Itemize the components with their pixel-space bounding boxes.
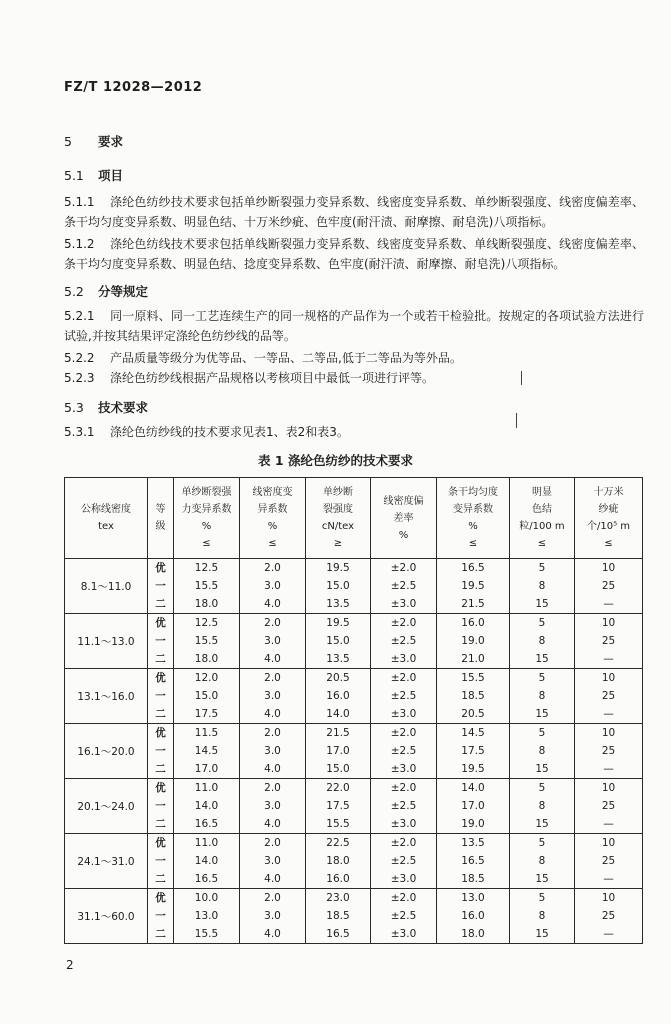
value-cell-c8 (510, 724, 575, 779)
value-cell-c3 (174, 834, 240, 889)
table-row (65, 724, 643, 779)
cell-value: ±3.0 (390, 708, 417, 720)
cell-value: — (603, 873, 614, 885)
cell-value: ±3.0 (390, 763, 417, 775)
grade-cell (148, 724, 174, 779)
cell-value: 2.0 (264, 837, 281, 849)
value-cell-c7 (437, 834, 510, 889)
cell-value: ±2.0 (390, 727, 417, 739)
grade-label: 一 (155, 580, 166, 592)
cell-value: 20.5 (461, 708, 485, 720)
value-cell-c9 (575, 834, 643, 889)
value-cell-c9 (575, 779, 643, 834)
cell-value: 15.5 (194, 928, 219, 940)
cell-value: 15 (535, 708, 549, 720)
standard-code: FZ/T 12028—2012 (64, 80, 203, 95)
cell-value: 18.0 (326, 855, 350, 867)
cell-value: 12.5 (194, 562, 219, 574)
value-cell-c9 (575, 724, 643, 779)
value-cell-c8 (510, 559, 575, 614)
cell-value: 18.0 (461, 928, 485, 940)
cell-value: 5 (538, 837, 546, 849)
cell-value: 15 (535, 928, 549, 940)
cell-value: ±2.5 (390, 635, 417, 647)
cell-value: 4.0 (264, 708, 281, 720)
cell-value: 15.0 (326, 580, 350, 592)
cell-value: 18.0 (194, 598, 219, 610)
cell-value: 2.0 (264, 672, 281, 684)
grade-label: 二 (155, 708, 166, 720)
value-cell-c3 (174, 669, 240, 724)
cell-value: 5 (538, 562, 546, 574)
grade-label: 一 (155, 635, 166, 647)
cell-value: 15.5 (461, 672, 485, 684)
value-cell-c7 (437, 669, 510, 724)
cell-value: 18.5 (461, 873, 485, 885)
cell-value: 14.0 (326, 708, 350, 720)
table-row (65, 669, 643, 724)
cell-value: ±2.5 (390, 800, 417, 812)
scan-mark (521, 371, 522, 385)
section-5-1-heading (64, 166, 123, 184)
value-cell-c8 (510, 779, 575, 834)
paragraph-text: 涤纶色纺纱技术要求包括单纱断裂强力变异系数、线密度变异系数、单纱断裂强度、线密度偏差率、条干均匀度变异系数、明显色结、十万米纱疵、色牢度(耐汗渍、耐摩擦、耐皂洗)八项指标。 (64, 195, 644, 229)
cell-value: 2.0 (264, 617, 281, 629)
cell-value: ±3.0 (390, 598, 417, 610)
cell-value: 10 (601, 782, 616, 794)
cell-value: 8 (538, 910, 546, 922)
section-number: 5 (64, 134, 72, 149)
cell-value: 18.0 (194, 653, 219, 665)
cell-value: 25 (601, 855, 616, 867)
cell-value: 18.5 (326, 910, 350, 922)
cell-value: 10 (601, 562, 616, 574)
cell-value: ±3.0 (390, 928, 417, 940)
cell-value: 10 (601, 892, 616, 904)
table-row (65, 889, 643, 944)
value-cell-c6 (371, 669, 437, 724)
section-5-2-heading (64, 282, 148, 300)
paragraph-text: 涤纶色纺纱线的技术要求见表1、表2和表3。 (110, 425, 349, 439)
cell-value: 17.0 (461, 800, 485, 812)
value-cell-c4 (240, 614, 306, 669)
grade-label: 一 (155, 855, 166, 867)
value-cell-c5 (306, 889, 371, 944)
cell-value: 13.5 (326, 598, 350, 610)
cell-value: 4.0 (264, 653, 281, 665)
cell-value: 3.0 (264, 855, 281, 867)
header-nominal-linear-density: 公称线密度 tex (65, 478, 148, 559)
cell-value: 21.5 (326, 727, 350, 739)
paragraph-number: 5.2.3 (64, 371, 95, 385)
value-cell-c4 (240, 724, 306, 779)
grade-cell (148, 559, 174, 614)
value-cell-c3 (174, 724, 240, 779)
cell-value: 21.5 (461, 598, 485, 610)
cell-value: 4.0 (264, 818, 281, 830)
table-row (65, 559, 643, 614)
paragraph-5-1-2 (64, 234, 644, 274)
cell-value: 8 (538, 745, 546, 757)
section-number: 5.3 (64, 400, 84, 415)
cell-value: 17.0 (194, 763, 219, 775)
paragraph-5-2-3 (64, 368, 644, 388)
grade-label: 优 (155, 837, 166, 849)
cell-value: 5 (538, 782, 546, 794)
cell-value: ±2.0 (390, 782, 417, 794)
paragraph-5-2-1 (64, 306, 644, 346)
cell-value: 5 (538, 727, 546, 739)
value-cell-c5 (306, 614, 371, 669)
header-density-deviation: 线密度偏 差率 % (371, 478, 437, 559)
grade-label: 优 (155, 562, 166, 574)
cell-value: 3.0 (264, 580, 281, 592)
paragraph-number: 5.1.1 (64, 195, 95, 209)
cell-value: 15 (535, 873, 549, 885)
value-cell-c8 (510, 834, 575, 889)
cell-value: ±2.5 (390, 690, 417, 702)
cell-value: ±2.0 (390, 892, 417, 904)
paragraph-text: 涤纶色纺线技术要求包括单线断裂强力变异系数、线密度变异系数、单线断裂强度、线密度偏差率、条干均匀度变异系数、明显色结、捻度变异系数、色牢度(耐汗渍、耐摩擦、耐皂洗)八项指标。 (64, 237, 644, 271)
cell-value: 18.5 (461, 690, 485, 702)
header-breaking-tenacity: 单纱断 裂强度 cN/tex ≥ (306, 478, 371, 559)
cell-value: 25 (601, 580, 616, 592)
value-cell-c9 (575, 889, 643, 944)
cell-value: 3.0 (264, 635, 281, 647)
cell-value: 10.0 (194, 892, 219, 904)
cell-value: 14.0 (194, 855, 219, 867)
value-cell-c4 (240, 669, 306, 724)
cell-value: 10 (601, 837, 616, 849)
value-cell-c7 (437, 724, 510, 779)
table-row (65, 614, 643, 669)
cell-value: 4.0 (264, 598, 281, 610)
cell-value: 8 (538, 800, 546, 812)
cell-value: 25 (601, 635, 616, 647)
density-range-cell: 31.1～60.0 (65, 889, 148, 944)
cell-value: 13.0 (461, 892, 485, 904)
cell-value: 15 (535, 818, 549, 830)
value-cell-c6 (371, 889, 437, 944)
cell-value: 11.5 (194, 727, 219, 739)
value-cell-c5 (306, 779, 371, 834)
header-evenness-cv: 条干均匀度 变异系数 % ≤ (437, 478, 510, 559)
cell-value: 16.5 (194, 818, 219, 830)
cell-value: ±2.0 (390, 617, 417, 629)
cell-value: 19.5 (326, 617, 350, 629)
cell-value: 19.5 (461, 580, 485, 592)
value-cell-c6 (371, 724, 437, 779)
grade-label: 二 (155, 763, 166, 775)
value-cell-c4 (240, 889, 306, 944)
density-range-cell: 16.1～20.0 (65, 724, 148, 779)
cell-value: 16.0 (461, 617, 485, 629)
header-color-knots: 明显 色结 粒/100 m ≤ (510, 478, 575, 559)
density-range-cell: 13.1～16.0 (65, 669, 148, 724)
paragraph-text: 产品质量等级分为优等品、一等品、二等品,低于二等品为等外品。 (110, 351, 462, 365)
cell-value: ±2.5 (390, 745, 417, 757)
cell-value: 16.5 (326, 928, 350, 940)
cell-value: 25 (601, 745, 616, 757)
header-density-cv: 线密度变 异系数 % ≤ (240, 478, 306, 559)
cell-value: ±2.0 (390, 672, 417, 684)
header-strength-cv: 单纱断裂强 力变异系数 % ≤ (174, 478, 240, 559)
grade-label: 一 (155, 800, 166, 812)
value-cell-c7 (437, 779, 510, 834)
cell-value: 17.0 (326, 745, 350, 757)
cell-value: 17.5 (326, 800, 350, 812)
cell-value: 22.0 (326, 782, 350, 794)
section-number: 5.2 (64, 284, 84, 299)
value-cell-c3 (174, 614, 240, 669)
cell-value: 14.5 (461, 727, 485, 739)
cell-value: 15.5 (194, 635, 219, 647)
section-title: 技术要求 (98, 400, 149, 415)
cell-value: 16.0 (326, 873, 350, 885)
section-title: 分等规定 (98, 284, 149, 299)
cell-value: 8 (538, 690, 546, 702)
grade-label: 二 (155, 873, 166, 885)
section-5-3-heading (64, 398, 148, 416)
value-cell-c4 (240, 559, 306, 614)
grade-label: 二 (155, 928, 166, 940)
cell-value: 21.0 (461, 653, 485, 665)
cell-value: 15 (535, 763, 549, 775)
cell-value: — (603, 763, 614, 775)
value-cell-c6 (371, 614, 437, 669)
page-number: 2 (66, 958, 74, 972)
cell-value: 4.0 (264, 763, 281, 775)
cell-value: ±2.5 (390, 910, 417, 922)
cell-value: 23.0 (326, 892, 350, 904)
grade-label: 优 (155, 672, 166, 684)
cell-value: 15.5 (194, 580, 219, 592)
grade-label: 二 (155, 598, 166, 610)
cell-value: 14.0 (461, 782, 485, 794)
value-cell-c8 (510, 889, 575, 944)
cell-value: 15 (535, 598, 549, 610)
cell-value: 16.0 (326, 690, 350, 702)
cell-value: 19.0 (461, 635, 485, 647)
value-cell-c7 (437, 889, 510, 944)
cell-value: ±2.5 (390, 855, 417, 867)
value-cell-c8 (510, 669, 575, 724)
cell-value: 15.0 (194, 690, 219, 702)
section-5-heading (64, 132, 123, 150)
value-cell-c3 (174, 889, 240, 944)
grade-cell (148, 834, 174, 889)
density-range-cell: 24.1～31.0 (65, 834, 148, 889)
paragraph-5-2-2 (64, 348, 644, 368)
grade-label: 一 (155, 910, 166, 922)
cell-value: — (603, 598, 614, 610)
cell-value: 13.5 (461, 837, 485, 849)
value-cell-c3 (174, 779, 240, 834)
grade-cell (148, 669, 174, 724)
value-cell-c5 (306, 724, 371, 779)
section-title: 要求 (98, 134, 124, 149)
cell-value: 19.5 (326, 562, 350, 574)
table-title: 表 1 涤纶色纺纱的技术要求 (258, 453, 413, 468)
grade-label: 一 (155, 745, 166, 757)
cell-value: 17.5 (194, 708, 219, 720)
grade-label: 优 (155, 727, 166, 739)
cell-value: 15.5 (326, 818, 350, 830)
paragraph-text: 同一原料、同一工艺连续生产的同一规格的产品作为一个或若干检验批。按规定的各项试验方法进行试验,并按其结果评定涤纶色纺纱线的品等。 (64, 309, 644, 343)
value-cell-c6 (371, 834, 437, 889)
cell-value: 2.0 (264, 727, 281, 739)
value-cell-c5 (306, 559, 371, 614)
cell-value: 22.5 (326, 837, 350, 849)
header-yarn-faults: 十万米 纱疵 个/10⁵ m ≤ (575, 478, 643, 559)
cell-value: 16.5 (461, 855, 485, 867)
cell-value: 16.5 (461, 562, 485, 574)
paragraph-number: 5.2.2 (64, 351, 95, 365)
cell-value: 5 (538, 672, 546, 684)
value-cell-c9 (575, 559, 643, 614)
value-cell-c7 (437, 614, 510, 669)
cell-value: 2.0 (264, 892, 281, 904)
table-header-row (65, 478, 643, 559)
cell-value: ±2.0 (390, 562, 417, 574)
density-range-cell: 8.1～11.0 (65, 559, 148, 614)
cell-value: 10 (601, 617, 616, 629)
tech-requirements-table (64, 477, 643, 944)
cell-value: 15 (535, 653, 549, 665)
section-number: 5.1 (64, 168, 84, 183)
grade-label: 二 (155, 653, 166, 665)
cell-value: 3.0 (264, 910, 281, 922)
cell-value: — (603, 928, 614, 940)
cell-value: 10 (601, 672, 616, 684)
cell-value: ±3.0 (390, 818, 417, 830)
cell-value: 25 (601, 800, 616, 812)
cell-value: 25 (601, 690, 616, 702)
cell-value: — (603, 818, 614, 830)
cell-value: 3.0 (264, 745, 281, 757)
value-cell-c8 (510, 614, 575, 669)
cell-value: 14.5 (194, 745, 219, 757)
paragraph-number: 5.3.1 (64, 425, 95, 439)
cell-value: 12.5 (194, 617, 219, 629)
cell-value: 11.0 (194, 782, 219, 794)
grade-cell (148, 614, 174, 669)
grade-label: 优 (155, 782, 166, 794)
cell-value: 13.0 (194, 910, 219, 922)
grade-label: 一 (155, 690, 166, 702)
cell-value: 13.5 (326, 653, 350, 665)
cell-value: ±2.5 (390, 580, 417, 592)
paragraph-5-1-1 (64, 192, 644, 232)
grade-label: 优 (155, 617, 166, 629)
density-range-cell: 20.1～24.0 (65, 779, 148, 834)
cell-value: — (603, 708, 614, 720)
value-cell-c3 (174, 559, 240, 614)
cell-value: 5 (538, 892, 546, 904)
cell-value: 4.0 (264, 873, 281, 885)
cell-value: 12.0 (194, 672, 219, 684)
density-range-cell: 11.1～13.0 (65, 614, 148, 669)
cell-value: 17.5 (461, 745, 485, 757)
table-row (65, 779, 643, 834)
cell-value: 8 (538, 635, 546, 647)
cell-value: 8 (538, 580, 546, 592)
cell-value: 8 (538, 855, 546, 867)
value-cell-c5 (306, 669, 371, 724)
cell-value: 5 (538, 617, 546, 629)
paragraph-number: 5.2.1 (64, 309, 95, 323)
cell-value: 25 (601, 910, 616, 922)
header-grade: 等 级 (148, 478, 174, 559)
cell-value: 16.0 (461, 910, 485, 922)
paragraph-5-3-1 (64, 422, 644, 442)
scan-mark (516, 413, 517, 428)
cell-value: — (603, 653, 614, 665)
cell-value: 20.5 (326, 672, 350, 684)
cell-value: 19.5 (461, 763, 485, 775)
cell-value: ±3.0 (390, 653, 417, 665)
cell-value: 4.0 (264, 928, 281, 940)
section-title: 项目 (98, 168, 124, 183)
cell-value: 19.0 (461, 818, 485, 830)
value-cell-c9 (575, 614, 643, 669)
cell-value: 2.0 (264, 562, 281, 574)
cell-value: 16.5 (194, 873, 219, 885)
cell-value: 3.0 (264, 690, 281, 702)
table-row (65, 834, 643, 889)
cell-value: 14.0 (194, 800, 219, 812)
value-cell-c6 (371, 779, 437, 834)
cell-value: 11.0 (194, 837, 219, 849)
grade-label: 二 (155, 818, 166, 830)
value-cell-c9 (575, 669, 643, 724)
cell-value: 15.0 (326, 635, 350, 647)
value-cell-c4 (240, 834, 306, 889)
grade-cell (148, 889, 174, 944)
cell-value: 10 (601, 727, 616, 739)
cell-value: ±3.0 (390, 873, 417, 885)
grade-label: 优 (155, 892, 166, 904)
cell-value: 15.0 (326, 763, 350, 775)
paragraph-number: 5.1.2 (64, 237, 95, 251)
paragraph-text: 涤纶色纺纱线根据产品规格以考核项目中最低一项进行评等。 (110, 371, 435, 385)
value-cell-c6 (371, 559, 437, 614)
value-cell-c4 (240, 779, 306, 834)
value-cell-c7 (437, 559, 510, 614)
value-cell-c5 (306, 834, 371, 889)
cell-value: 3.0 (264, 800, 281, 812)
cell-value: 2.0 (264, 782, 281, 794)
grade-cell (148, 779, 174, 834)
cell-value: ±2.0 (390, 837, 417, 849)
